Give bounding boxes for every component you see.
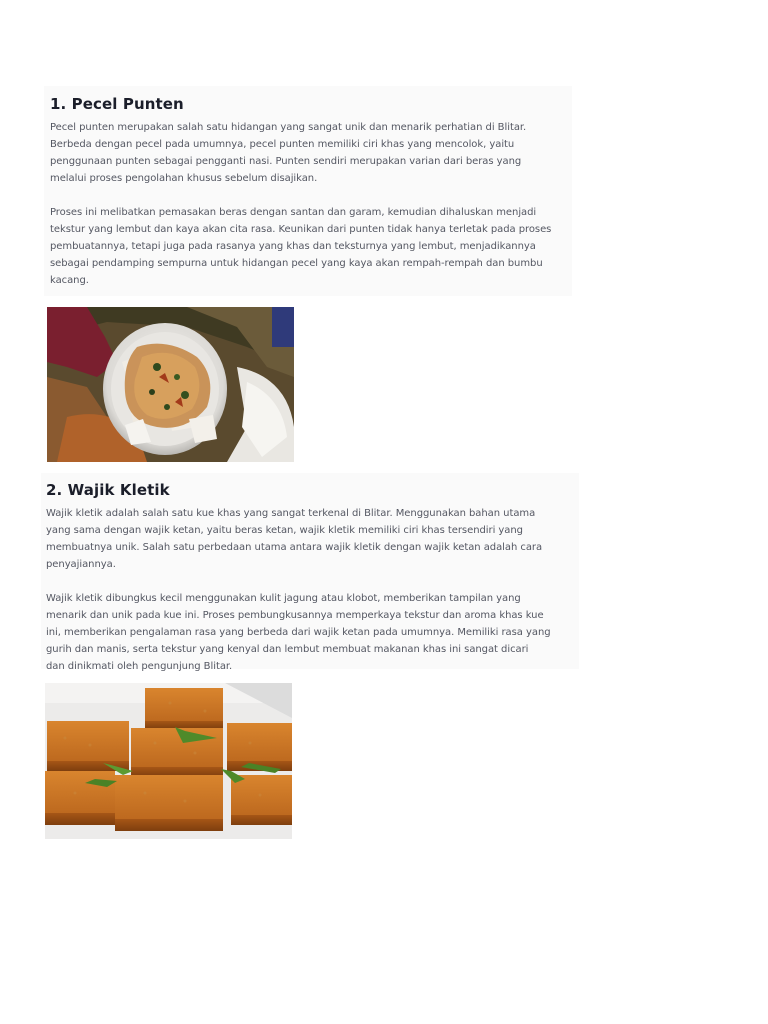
pecel-punten-photo — [47, 307, 294, 462]
paragraph: Proses ini melibatkan pemasakan beras dengan santan dan garam, kemudian dihaluskan menjadi tekstur yang lembut dan kaya akan cita rasa. Keunikan dari punten tidak hanya terletak pada proses pembuatannya, tetapi juga pada rasanya yang khas dan teksturnya yang lembut, menjadikannya sebagai pendamping sempurna untuk hidangan pecel yang kaya akan rempah-rempah dan bumbu kacang. — [50, 207, 552, 286]
section-wajik-kletik — [41, 473, 579, 672]
section-pecel-punten — [44, 86, 572, 296]
wajik-kletik-photo — [45, 683, 292, 839]
section-title: 1. Pecel Punten — [50, 95, 184, 113]
paragraph: Wajik kletik dibungkus kecil menggunakan kulit jagung atau klobot, memberikan tampilan yang menarik dan unik pada kue ini. Proses pembungkusannya memperkaya tekstur dan aroma khas kue ini, memberikan pengalaman rasa yang berbeda dari wajik ketan pada umumnya. Memiliki rasa yang gurih dan manis, serta tekstur yang kenyal dan lembut membuat makanan khas ini sangat dicari dan dinikmati oleh pengunjung Blitar. — [46, 593, 551, 672]
section-title: 2. Wajik Kletik — [46, 481, 170, 499]
paragraph: Pecel punten merupakan salah satu hidangan yang sangat unik dan menarik perhatian di Blitar. Berbeda dengan pecel pada umumnya, pecel punten memiliki ciri khas yang mencolok, yaitu penggunaan punten sebagai pengganti nasi. Punten sendiri merupakan varian dari beras yang melalui proses pengolahan khusus sebelum disajikan. — [50, 122, 527, 184]
paragraph: Wajik kletik adalah salah satu kue khas yang sangat terkenal di Blitar. Menggunakan bahan utama yang sama dengan wajik ketan, yaitu beras ketan, wajik kletik memiliki ciri khas tersendiri yang membuatnya unik. Salah satu perbedaan utama antara wajik kletik dengan wajik ketan adalah cara penyajiannya. — [46, 508, 543, 570]
